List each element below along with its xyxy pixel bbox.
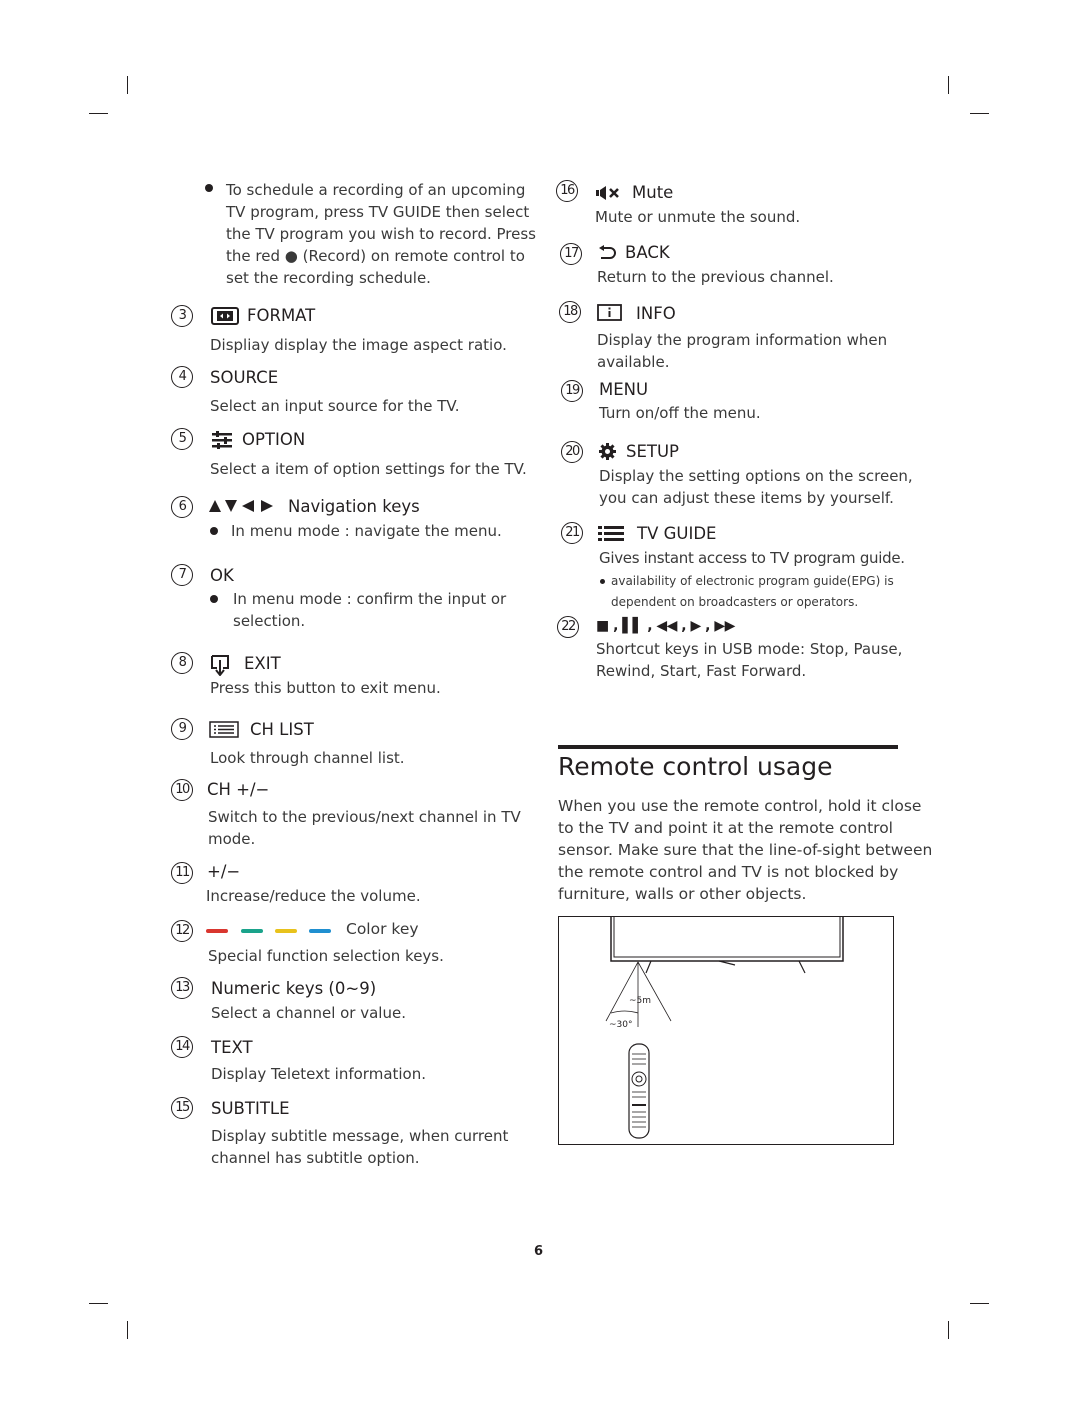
item-description: Display the program information when	[597, 331, 888, 349]
remote-usage-diagram	[558, 916, 894, 1145]
info-icon	[597, 304, 622, 321]
item-title: TV GUIDE	[637, 524, 717, 543]
playback-keys-icons: ■ , ▌▌ , ◀◀ , ▶ , ▶▶	[596, 618, 735, 634]
item-title: INFO	[636, 304, 676, 323]
crop-mark	[127, 76, 128, 94]
item-number: 9	[171, 718, 193, 740]
item-number: 15	[171, 1097, 193, 1119]
bullet-dot	[600, 579, 605, 584]
item-number: 22	[557, 616, 579, 638]
red-key-icon	[206, 929, 228, 933]
item-title: Color key	[346, 920, 419, 938]
item-number: 17	[560, 243, 582, 265]
item-number: 6	[171, 496, 193, 518]
item-title: BACK	[625, 243, 670, 262]
item-number: 16	[556, 180, 578, 202]
item-description: Select an input source for the TV.	[210, 397, 460, 415]
format-icon	[211, 307, 239, 325]
item-description: mode.	[208, 830, 256, 848]
item-note: dependent on broadcasters or operators.	[611, 595, 859, 609]
item-number: 13	[171, 977, 193, 999]
item-title: CH LIST	[250, 720, 314, 739]
item-description: Mute or unmute the sound.	[595, 208, 801, 226]
gear-icon	[599, 443, 616, 460]
item-description: Turn on/off the menu.	[599, 404, 761, 422]
section-heading: Remote control usage	[558, 752, 833, 781]
item-bullet-text: selection.	[233, 612, 306, 630]
guide-icon	[598, 526, 624, 541]
paragraph-line: sensor. Make sure that the line-of-sight between	[558, 841, 933, 859]
item-number: 5	[171, 428, 193, 450]
item-description: Display subtitle message, when current	[211, 1127, 509, 1145]
navigation-arrows-icon	[208, 499, 274, 513]
item-bullet-text: In menu mode : confirm the input or	[233, 590, 507, 608]
item-title: CH +/−	[207, 780, 270, 799]
intro-line: To schedule a recording of an upcoming	[226, 181, 526, 199]
item-description: Gives instant access to TV program guide.	[599, 549, 905, 567]
item-title: OPTION	[242, 430, 306, 449]
item-title: EXIT	[244, 654, 281, 673]
angle-label: ~30°	[609, 1020, 633, 1030]
green-key-icon	[241, 929, 263, 933]
paragraph-line: furniture, walls or other objects.	[558, 885, 807, 903]
option-icon	[211, 431, 233, 449]
item-number: 11	[171, 862, 193, 884]
item-description: you can adjust these items by yourself.	[599, 489, 894, 507]
item-description: Press this button to exit menu.	[210, 679, 441, 697]
crop-mark	[89, 1303, 108, 1304]
item-description: Switch to the previous/next channel in TV	[208, 808, 521, 826]
item-description: Display Teletext information.	[211, 1065, 427, 1083]
crop-mark	[948, 1321, 949, 1339]
list-icon	[209, 721, 239, 738]
intro-line: set the recording schedule.	[226, 269, 431, 287]
crop-mark	[970, 1303, 989, 1304]
item-description: Displiay display the image aspect ratio.	[210, 336, 507, 354]
item-bullet-text: In menu mode : navigate the menu.	[231, 522, 502, 540]
intro-line: the red ● (Record) on remote control to	[226, 247, 525, 265]
intro-line: the TV program you wish to record. Press	[226, 225, 536, 243]
item-number: 3	[171, 305, 193, 327]
paragraph-line: When you use the remote control, hold it close	[558, 797, 922, 815]
bullet-dot	[205, 184, 213, 192]
item-description: Shortcut keys in USB mode: Stop, Pause,	[596, 640, 903, 658]
exit-icon	[210, 654, 230, 676]
item-number: 4	[171, 366, 193, 388]
blue-key-icon	[309, 929, 331, 933]
item-description: Look through channel list.	[210, 749, 405, 767]
item-number: 21	[561, 522, 583, 544]
item-note: availability of electronic program guide(EPG) is	[611, 574, 894, 588]
item-description: Increase/reduce the volume.	[206, 887, 421, 905]
crop-mark	[948, 76, 949, 94]
item-description: Select a item of option settings for the TV.	[210, 460, 527, 478]
crop-mark	[127, 1321, 128, 1339]
item-number: 12	[171, 920, 193, 942]
mute-icon	[596, 185, 620, 201]
item-description: Select a channel or value.	[211, 1004, 406, 1022]
bullet-dot	[210, 595, 218, 603]
page-number: 6	[534, 1244, 544, 1259]
yellow-key-icon	[275, 929, 297, 933]
item-title: SUBTITLE	[211, 1099, 290, 1118]
item-title: TEXT	[211, 1038, 253, 1057]
item-title: +/−	[207, 862, 241, 881]
item-description: Rewind, Start, Fast Forward.	[596, 662, 807, 680]
back-arrow-icon	[597, 245, 617, 261]
item-number: 20	[561, 441, 583, 463]
item-title: Numeric keys (0~9)	[211, 979, 377, 998]
item-number: 19	[561, 380, 583, 402]
item-title: MENU	[599, 380, 649, 399]
item-description: Display the setting options on the screen,	[599, 467, 913, 485]
item-number: 10	[171, 779, 193, 801]
section-divider	[558, 745, 898, 749]
item-description: channel has subtitle option.	[211, 1149, 420, 1167]
item-description: Special function selection keys.	[208, 947, 444, 965]
crop-mark	[89, 113, 108, 114]
item-number: 14	[171, 1036, 193, 1058]
item-title: SETUP	[626, 442, 680, 461]
paragraph-line: the remote control and TV is not blocked by	[558, 863, 899, 881]
item-number: 8	[171, 652, 193, 674]
distance-label: ~5m	[629, 996, 652, 1006]
crop-mark	[970, 113, 989, 114]
intro-line: TV program, press TV GUIDE then select	[226, 203, 530, 221]
item-title: OK	[210, 566, 234, 585]
item-description: Return to the previous channel.	[597, 268, 834, 286]
item-description: available.	[597, 353, 670, 371]
item-title: FORMAT	[247, 306, 316, 325]
item-number: 18	[559, 301, 581, 323]
item-title: Navigation keys	[288, 497, 420, 516]
item-title: SOURCE	[210, 368, 279, 387]
bullet-dot	[210, 527, 218, 535]
paragraph-line: to the TV and point it at the remote control	[558, 819, 893, 837]
tv-remote-illustration	[559, 917, 893, 1144]
item-number: 7	[171, 564, 193, 586]
item-title: Mute	[632, 183, 674, 202]
